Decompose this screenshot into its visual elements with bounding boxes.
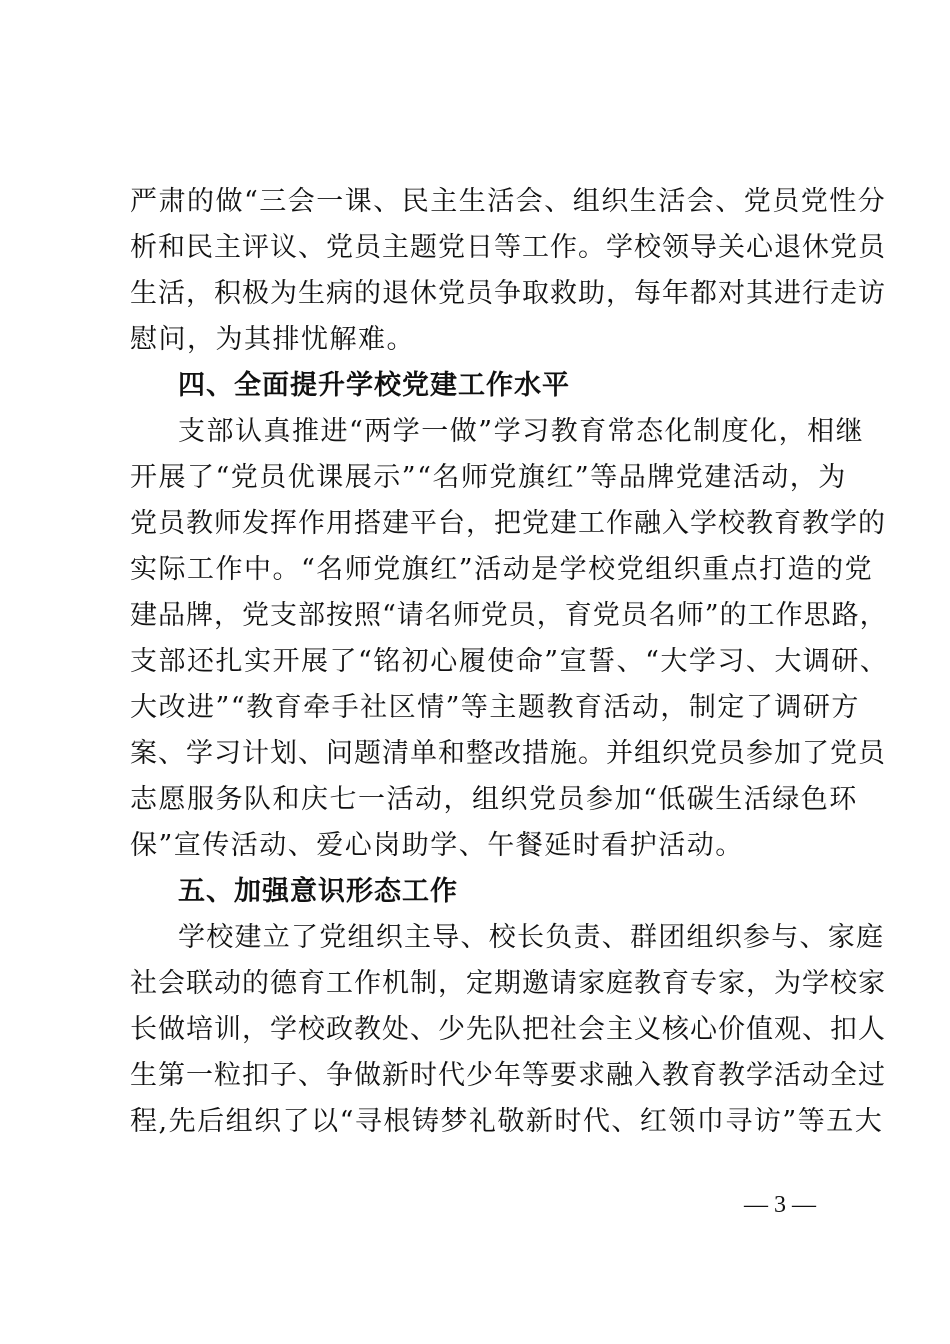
- paragraph-line: 支部认真推进“两学一做”学习教育常态化制度化，相继: [178, 416, 865, 447]
- paragraph-line: 志愿服务队和庆七一活动，组织党员参加“低碳生活绿色环: [130, 784, 858, 815]
- paragraph-line: 程,先后组织了以“寻根铸梦礼敬新时代、红领巾寻访”等五大: [130, 1106, 884, 1137]
- paragraph-line: 学校建立了党组织主导、校长负责、群团组织参与、家庭: [178, 922, 885, 953]
- paragraph-line: 案、学习计划、问题清单和整改措施。并组织党员参加了党员: [130, 738, 886, 769]
- paragraph-line: 建品牌，党支部按照“请名师党员，育党员名师”的工作思路，: [130, 600, 888, 631]
- paragraph-line: 生活，积极为生病的退休党员争取救助，每年都对其进行走访: [130, 278, 886, 309]
- paragraph-line: 严肃的做“三会一课、民主生活会、组织生活会、党员党性分: [130, 186, 887, 217]
- paragraph-line: 慰问，为其排忧解难。: [130, 324, 415, 355]
- section-heading-5: 五、加强意识形态工作: [178, 876, 458, 907]
- paragraph-line: 长做培训，学校政教处、少先队把社会主义核心价值观、扣人: [130, 1014, 886, 1045]
- paragraph-line: 党员教师发挥作用搭建平台，把党建工作融入学校教育教学的: [130, 508, 886, 539]
- paragraph-line: 开展了“党员优课展示”“名师党旗红”等品牌党建活动，为: [130, 462, 847, 493]
- paragraph-line: 保”宣传活动、爱心岗助学、午餐延时看护活动。: [130, 830, 744, 861]
- paragraph-line: 社会联动的德育工作机制，定期邀请家庭教育专家，为学校家: [130, 968, 886, 999]
- page-number: — 3 —: [744, 1192, 816, 1218]
- section-heading-4: 四、全面提升学校党建工作水平: [178, 370, 570, 401]
- paragraph-line: 实际工作中。“名师党旗红”活动是学校党组织重点打造的党: [130, 554, 874, 585]
- paragraph-line: 析和民主评议、党员主题党日等工作。学校领导关心退休党员: [130, 232, 886, 263]
- paragraph-line: 支部还扎实开展了“铭初心履使命”宣誓、“大学习、大调研、: [130, 646, 889, 677]
- paragraph-line: 大改进”“教育牵手社区情”等主题教育活动，制定了调研方: [130, 692, 860, 723]
- paragraph-line: 生第一粒扣子、争做新时代少年等要求融入教育教学活动全过: [130, 1060, 886, 1091]
